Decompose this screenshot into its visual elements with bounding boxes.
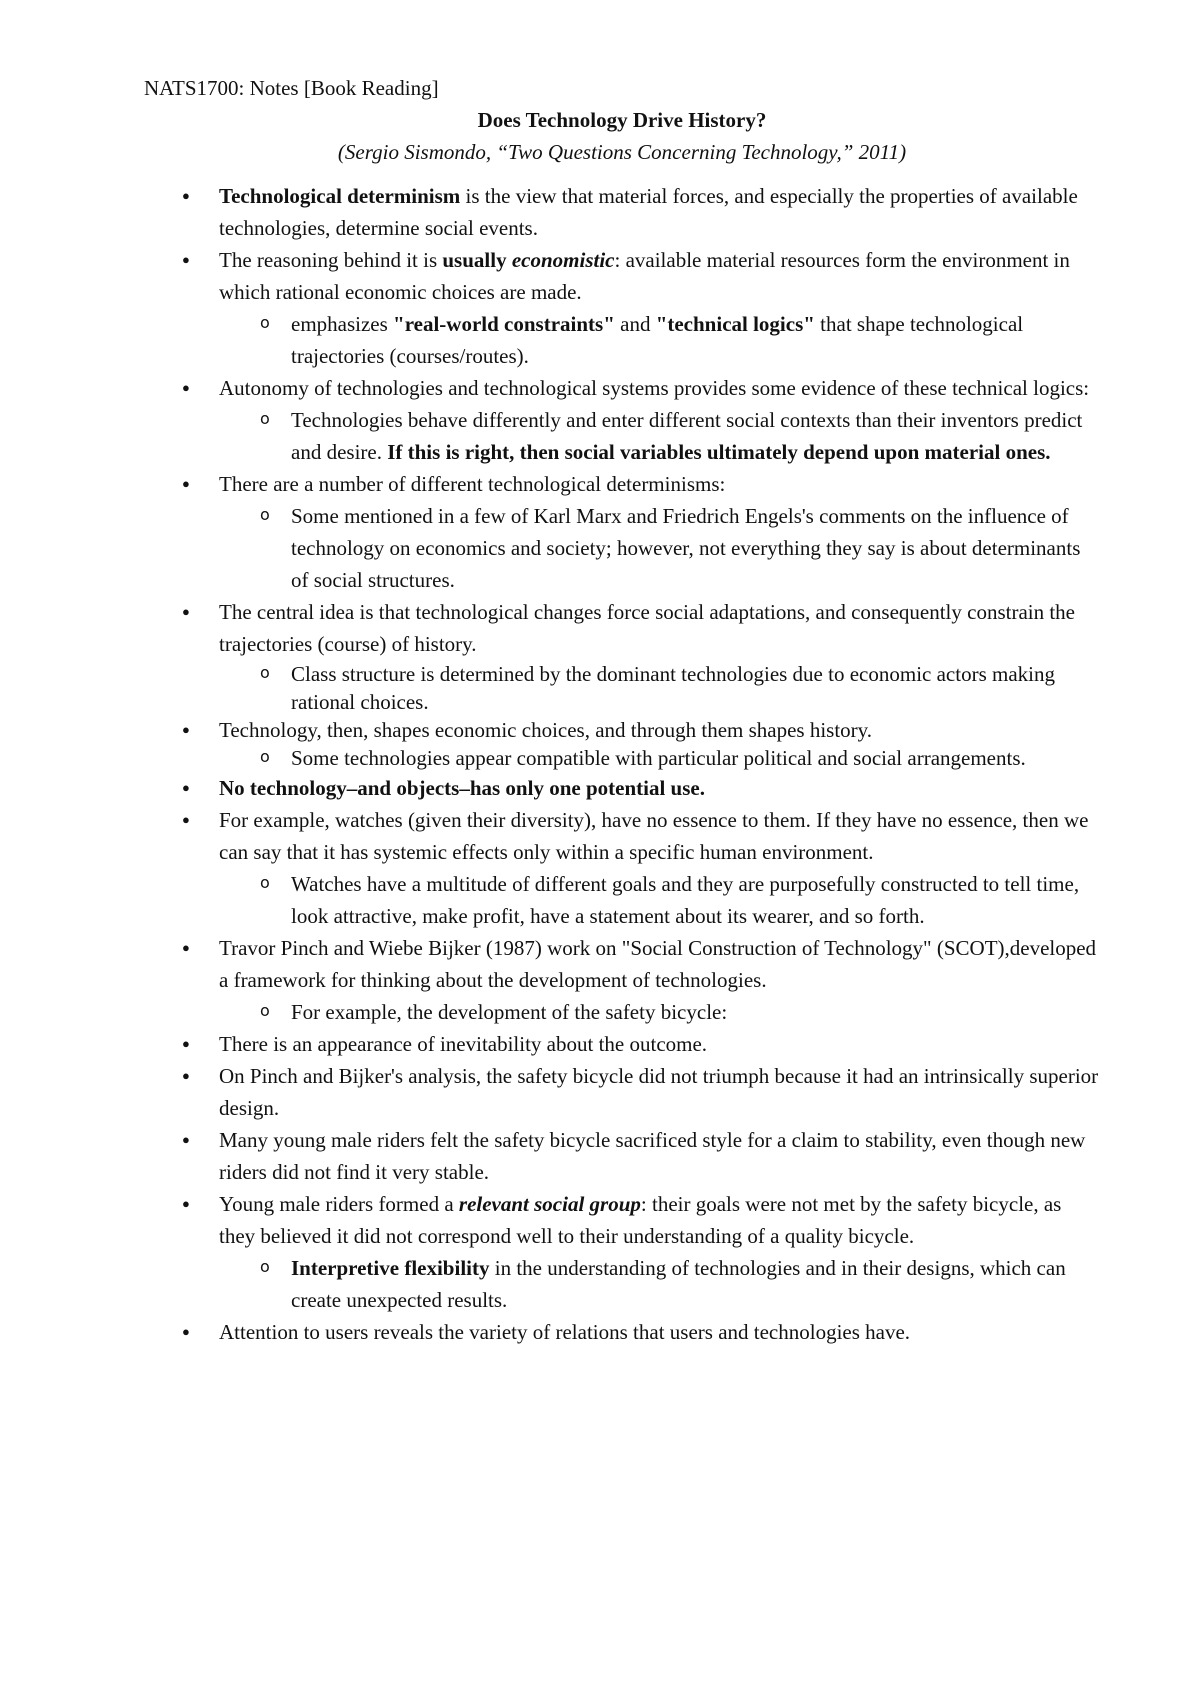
bullet-item	[144, 772, 1100, 804]
bold-conclusion: If this is right, then social variables ultimately depend upon material ones.	[387, 440, 1051, 464]
bullet-item	[144, 932, 1100, 1028]
bullet-item	[144, 804, 1100, 932]
sub-bullet-text: in the understanding of technologies and in their designs, which can create unexpected results.	[291, 1256, 1066, 1312]
term-interpretive-flexibility: Interpretive flexibility	[291, 1256, 490, 1280]
bullet-text: Autonomy of technologies and technological systems provides some evidence of these technical logics:	[219, 376, 1090, 400]
sub-bullet-item: o Some technologies appear compatible with particular political and social arrangements.	[219, 744, 1100, 772]
sub-list	[219, 660, 1100, 716]
bullet-text: There are a number of different technological determinisms:	[219, 472, 726, 496]
emphasis-usually: usually	[442, 248, 507, 272]
bullet-item	[144, 180, 1100, 244]
sub-list	[219, 744, 1100, 772]
bullet-item	[144, 468, 1100, 596]
bullet-text: Technology, then, shapes economic choices, and through them shapes history.	[219, 718, 873, 742]
sub-list	[219, 996, 1100, 1028]
bullet-item: ● There is an appearance of inevitability about the outcome.	[144, 1028, 1100, 1060]
sub-bullet-text: that shape technological trajectories (courses/routes).	[291, 312, 1024, 368]
sub-bullet-item: o Watches have a multitude of different goals and they are purposefully constructed to tell time, look attractive, make profit, have a statement about its wearer, and so forth.	[219, 868, 1100, 932]
sub-bullet-text: and	[614, 312, 656, 336]
notes-list	[144, 180, 1100, 1348]
bullet-item: ● Attention to users reveals the variety of relations that users and technologies have.	[144, 1316, 1100, 1348]
sub-list	[219, 868, 1100, 932]
bullet-item	[144, 372, 1100, 468]
sub-bullet-item: o Some mentioned in a few of Karl Marx and Friedrich Engels's comments on the influence of technology on economics and society; however, not everything they say is about determinants of social structures.	[219, 500, 1100, 596]
bullet-item	[144, 716, 1100, 772]
bullet-item	[144, 244, 1100, 372]
bullet-text: The central idea is that technological changes force social adaptations, and consequently constrain the trajectories (course) of history.	[219, 600, 1076, 656]
bullet-text: is the view that material forces, and especially the properties of available technologies, determine social events.	[219, 184, 1078, 240]
sub-bullet-item	[219, 1252, 1100, 1316]
sub-list	[219, 308, 1100, 372]
bullet-text: Travor Pinch and Wiebe Bijker (1987) work on "Social Construction of Technology" (SCOT),developed a framework for thinking about the development of technologies.	[219, 936, 1097, 992]
bullet-item: ● Many young male riders felt the safety bicycle sacrificed style for a claim to stability, even though new riders did not find it very stable.	[144, 1124, 1100, 1188]
term-relevant-social-group: relevant social group	[458, 1192, 641, 1216]
sub-bullet-text: Technologies behave differently and enter different social contexts than their inventors predict and desire.	[291, 408, 1083, 464]
sub-bullet-item	[219, 308, 1100, 372]
sub-list	[219, 1252, 1100, 1316]
bullet-text: : available material resources form the environment in which rational economic choices are made.	[219, 248, 1070, 304]
sub-bullet-item: o Class structure is determined by the dominant technologies due to economic actors making rational choices.	[219, 660, 1100, 716]
term-technological-determinism: Technological determinism	[219, 184, 461, 208]
sub-bullet-text: emphasizes	[291, 312, 394, 336]
bullet-text: The reasoning behind it is	[219, 248, 443, 272]
bullet-item	[144, 1188, 1100, 1316]
sub-list	[219, 404, 1100, 468]
bullet-text: : their goals were not met by the safety bicycle, as they believed it did not correspond well to their understanding of a quality bicycle.	[219, 1192, 1062, 1248]
sub-bullet-item: o For example, the development of the safety bicycle:	[219, 996, 1100, 1028]
sub-bullet-item	[219, 404, 1100, 468]
bullet-text: Young male riders formed a	[219, 1192, 459, 1216]
bullet-text: For example, watches (given their diversity), have no essence to them. If they have no essence, then we can say that it has systemic effects only within a specific human environment.	[219, 808, 1089, 864]
sub-list	[219, 500, 1100, 596]
bullet-item	[144, 596, 1100, 716]
term-real-world-constraints: "real-world constraints"	[393, 312, 615, 336]
bullet-item: ● On Pinch and Bijker's analysis, the safety bicycle did not triumph because it had an intrinsically superior design.	[144, 1060, 1100, 1124]
document-subtitle: (Sergio Sismondo, “Two Questions Concerning Technology,” 2011)	[337, 140, 907, 164]
course-header: NATS1700: Notes [Book Reading]	[144, 76, 439, 100]
bold-statement: No technology–and objects–has only one potential use.	[219, 776, 705, 800]
document-title: Does Technology Drive History?	[477, 108, 767, 132]
term-economistic: economistic	[511, 248, 615, 272]
term-technical-logics: "technical logics"	[655, 312, 815, 336]
